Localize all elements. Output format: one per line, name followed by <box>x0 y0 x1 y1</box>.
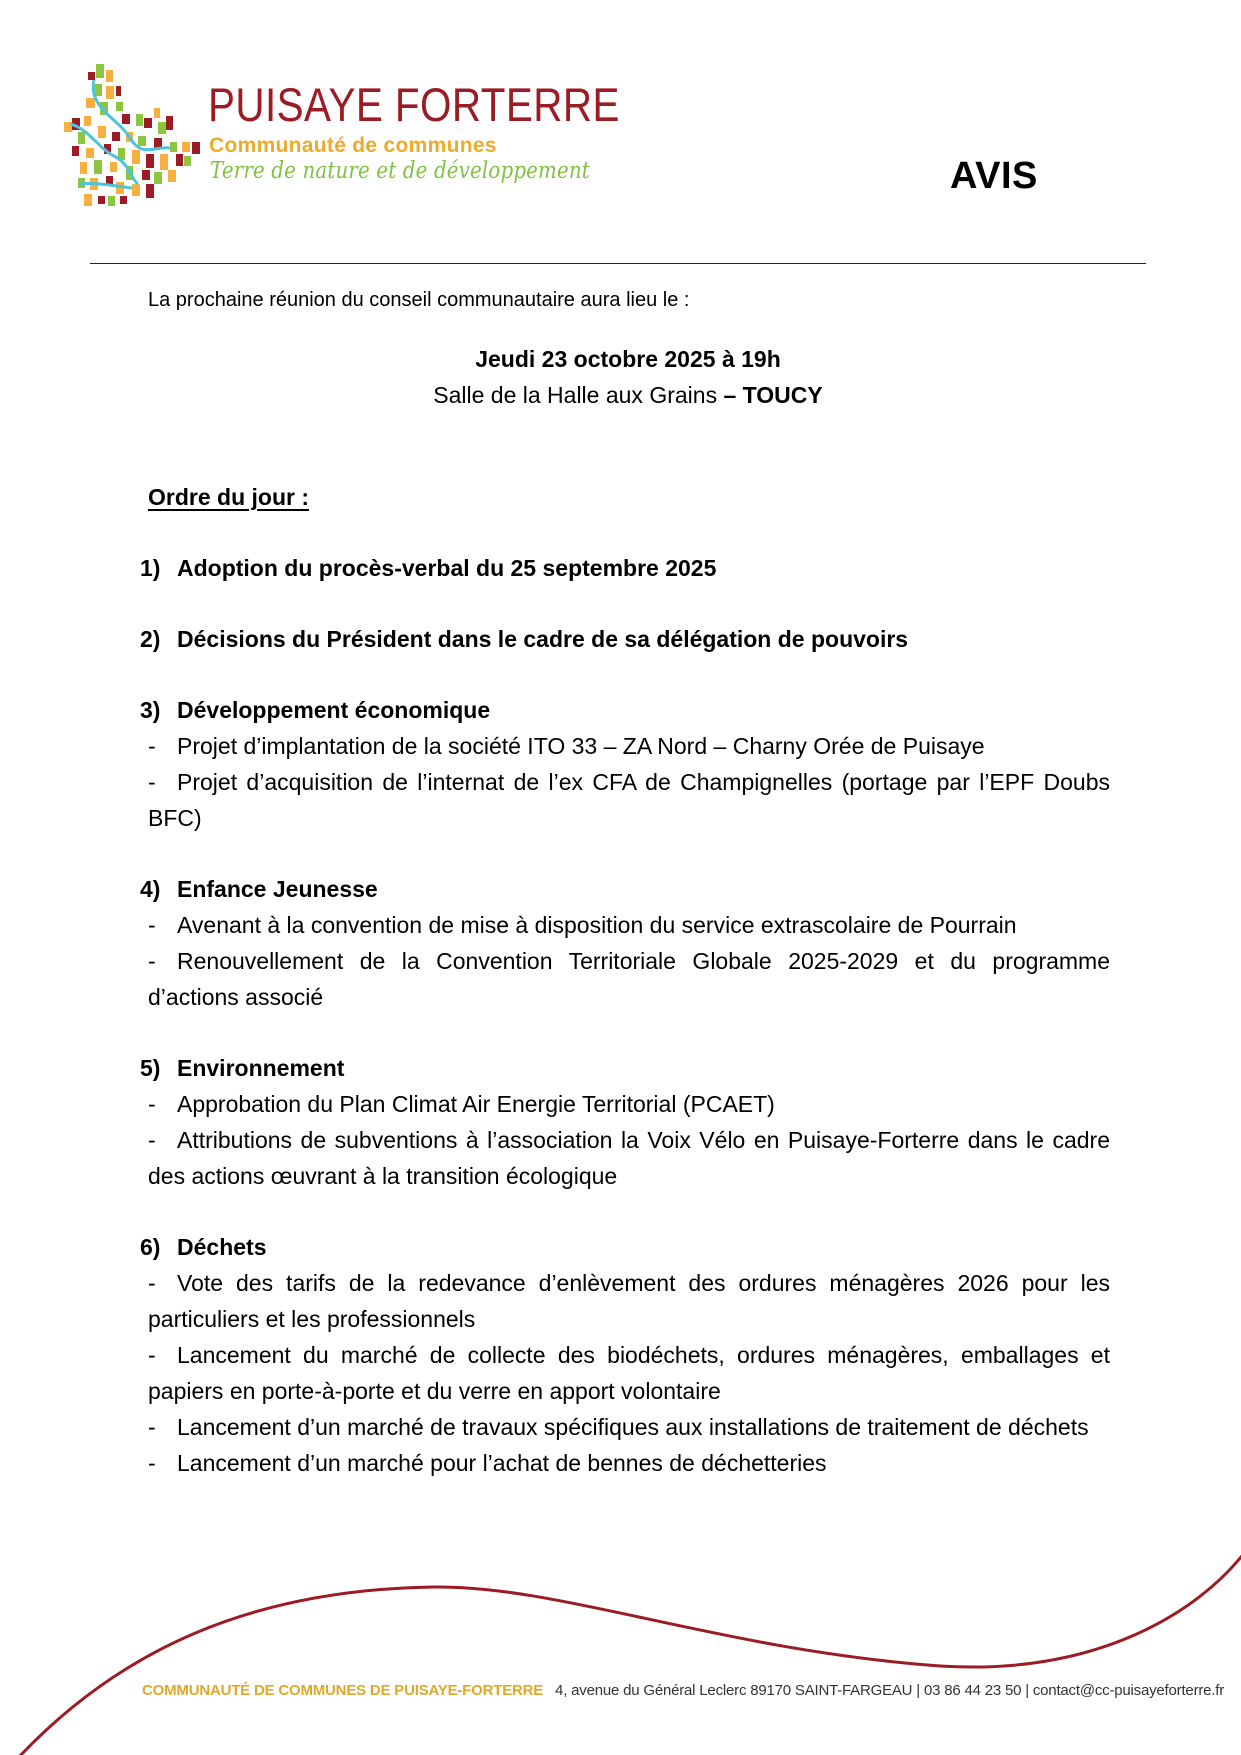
agenda-heading: Ordre du jour : <box>148 484 309 510</box>
agenda-item-title <box>140 550 1110 586</box>
bullet-dash: - <box>148 1127 156 1153</box>
bullet-dash: - <box>148 1342 156 1368</box>
intro-text: La prochaine réunion du conseil communautaire aura lieu le : <box>148 289 690 311</box>
agenda-subitem <box>140 1445 1110 1481</box>
agenda-item-title <box>140 1229 1110 1265</box>
agenda-subitem <box>140 764 1110 836</box>
agenda-subitem <box>140 1409 1110 1445</box>
bullet-dash: - <box>148 733 156 759</box>
agenda-subitem-text: Vote des tarifs de la redevance d’enlèvement des ordures ménagères 2026 pour les particuliers et les professionnels <box>148 1270 1110 1332</box>
agenda-item-title <box>140 692 1110 728</box>
agenda-item-number: 1) <box>140 555 161 581</box>
bullet-dash: - <box>148 769 156 795</box>
agenda-item-number: 3) <box>140 697 161 723</box>
bullet-dash: - <box>148 912 156 938</box>
agenda-item-label: Déchets <box>177 1234 267 1260</box>
agenda-item-number: 6) <box>140 1234 161 1260</box>
agenda-item <box>140 1050 1110 1194</box>
meeting-venue: Salle de la Halle aux Grains <box>433 382 718 408</box>
agenda-list <box>140 550 1110 1516</box>
agenda-subitem-text: Approbation du Plan Climat Air Energie Territorial (PCAET) <box>177 1091 775 1117</box>
agenda-item-label: Développement économique <box>177 697 491 723</box>
agenda-subitem <box>140 1086 1110 1122</box>
agenda-item-number: 2) <box>140 626 161 652</box>
agenda-item <box>140 692 1110 836</box>
bullet-dash: - <box>148 1414 156 1440</box>
territory-mosaic-icon <box>58 58 208 208</box>
agenda-item-label: Enfance Jeunesse <box>177 876 378 902</box>
decorative-wave <box>0 1500 1241 1755</box>
agenda-subitem-text: Lancement du marché de collecte des biodéchets, ordures ménagères, emballages et papiers en porte-à-porte et du verre en apport volontaire <box>148 1342 1110 1404</box>
agenda-item-label: Environnement <box>177 1055 345 1081</box>
logo-subtitle: Communauté de communes <box>209 134 497 157</box>
bullet-dash: - <box>148 1091 156 1117</box>
agenda-subitem <box>140 943 1110 1015</box>
footer <box>142 1682 1224 1699</box>
organization-logo <box>58 58 620 208</box>
agenda-subitem-text: Lancement d’un marché pour l’achat de bennes de déchetteries <box>177 1450 827 1476</box>
agenda-item <box>140 1229 1110 1481</box>
meeting-place <box>0 377 1241 413</box>
agenda-item-label: Adoption du procès-verbal du 25 septembre 2025 <box>177 555 717 581</box>
agenda-subitem-text: Projet d’implantation de la société ITO 33 – ZA Nord – Charny Orée de Puisaye <box>177 733 985 759</box>
agenda-subitem <box>140 728 1110 764</box>
agenda-item <box>140 621 1110 657</box>
meeting-date: Jeudi 23 octobre 2025 à 19h <box>475 346 781 372</box>
agenda-subitem <box>140 907 1110 943</box>
bullet-dash: - <box>148 948 156 974</box>
agenda-item-number: 4) <box>140 876 161 902</box>
agenda-item-number: 5) <box>140 1055 161 1081</box>
agenda-subitem-text: Attributions de subventions à l’association la Voix Vélo en Puisaye-Forterre dans le cadre des actions œuvrant à la transition écologique <box>148 1127 1110 1189</box>
agenda-subitem-text: Projet d’acquisition de l’internat de l’ex CFA de Champignelles (portage par l’EPF Doubs BFC) <box>148 769 1110 831</box>
venue-separator: – <box>717 382 743 408</box>
agenda-item <box>140 871 1110 1015</box>
footer-contact: 4, avenue du Général Leclerc 89170 SAINT-FARGEAU | 03 86 44 23 50 | contact@cc-puisayeforterre.fr <box>555 1682 1225 1699</box>
agenda-item <box>140 550 1110 586</box>
meeting-city: TOUCY <box>742 382 823 408</box>
agenda-subitem <box>140 1265 1110 1337</box>
header-divider <box>90 263 1146 264</box>
bullet-dash: - <box>148 1270 156 1296</box>
agenda-subitem <box>140 1122 1110 1194</box>
logo-tagline: Terre de nature et de développement <box>210 158 590 184</box>
agenda-subitem-text: Lancement d’un marché de travaux spécifiques aux installations de traitement de déchets <box>177 1414 1089 1440</box>
logo-title: PUISAYE FORTERRE <box>208 78 620 131</box>
document-type-title: AVIS <box>950 155 1038 197</box>
footer-organization: COMMUNAUTÉ DE COMMUNES DE PUISAYE-FORTERRE <box>142 1682 544 1699</box>
agenda-subitem-text: Avenant à la convention de mise à disposition du service extrascolaire de Pourrain <box>177 912 1017 938</box>
agenda-item-title <box>140 1050 1110 1086</box>
agenda-subitem-text: Renouvellement de la Convention Territoriale Globale 2025-2029 et du programme d’actions associé <box>148 948 1110 1010</box>
agenda-subitem <box>140 1337 1110 1409</box>
agenda-item-label: Décisions du Président dans le cadre de sa délégation de pouvoirs <box>177 626 909 652</box>
bullet-dash: - <box>148 1450 156 1476</box>
agenda-item-title <box>140 871 1110 907</box>
agenda-item-title <box>140 621 1110 657</box>
